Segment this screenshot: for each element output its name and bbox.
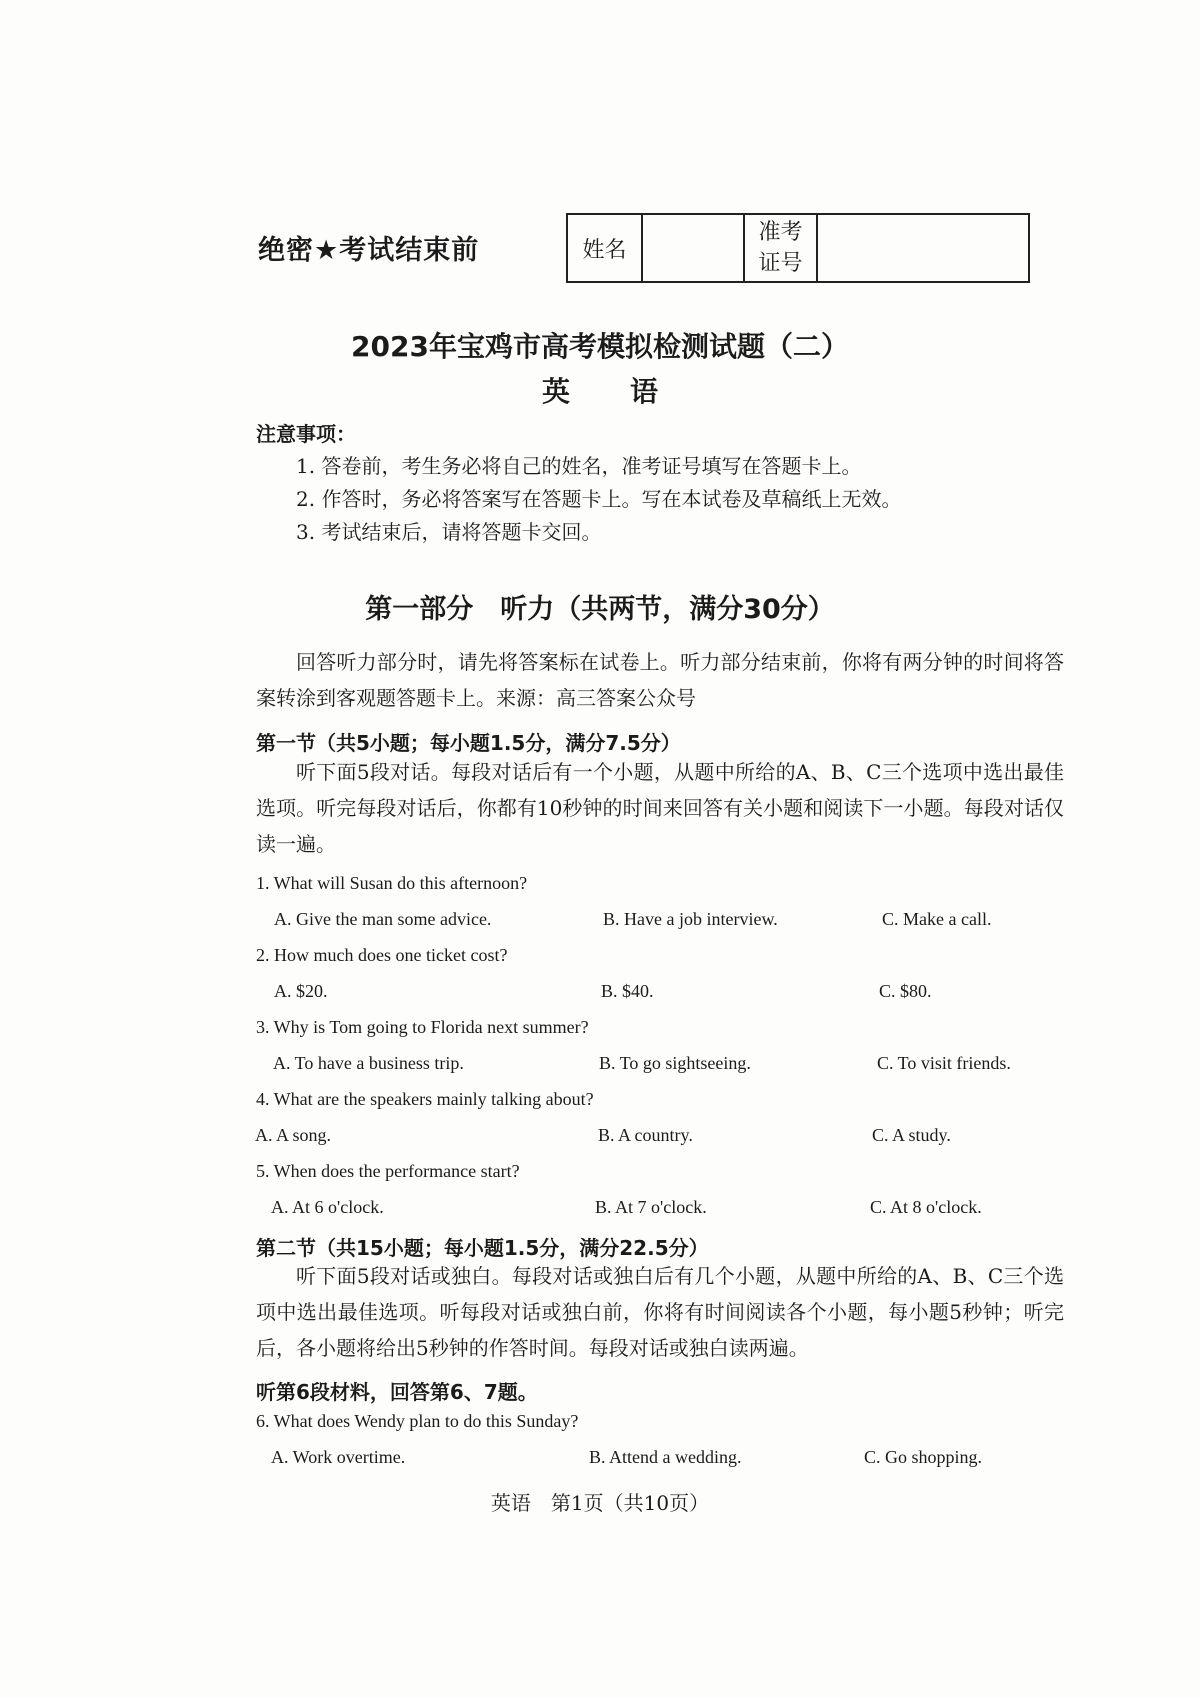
q1-option-b[interactable]: B. Have a job interview.	[603, 909, 778, 929]
q6-option-b[interactable]: B. Attend a wedding.	[589, 1447, 742, 1467]
q1-option-a[interactable]: A. Give the man some advice.	[274, 909, 492, 929]
q2-option-a[interactable]: A. $20.	[274, 981, 328, 1001]
notice-item: 1. 答卷前，考生务必将自己的姓名，准考证号填写在答题卡上。	[296, 454, 862, 478]
section1-instructions: 听下面5段对话。每段对话后有一个小题，从题中所给的A、B、C三个选项中选出最佳选项。听完每段对话后，你都有10秒钟的时间来回答有关小题和阅读下一小题。每段对话仅读一遍。	[256, 760, 1064, 856]
q6-option-c[interactable]: C. Go shopping.	[864, 1447, 983, 1467]
question-6: 6. What does Wendy plan to do this Sunday?	[256, 1411, 579, 1431]
exam-title: 2023年宝鸡市高考模拟检测试题（二）	[351, 330, 849, 363]
q2-option-b[interactable]: B. $40.	[601, 981, 654, 1001]
q6-option-a[interactable]: A. Work overtime.	[271, 1447, 406, 1467]
part1-intro: 回答听力部分时，请先将答案标在试卷上。听力部分结束前，你将有两分钟的时间将答案转涂到客观题答题卡上。来源：高三答案公众号	[256, 650, 1064, 710]
q4-option-c[interactable]: C. A study.	[872, 1125, 951, 1145]
q3-option-c[interactable]: C. To visit friends.	[877, 1053, 1011, 1073]
page-footer: 英语 第1页（共10页）	[490, 1491, 710, 1515]
candidate-info-box	[566, 213, 1030, 283]
q2-option-c[interactable]: C. $80.	[879, 981, 932, 1001]
notice-heading: 注意事项：	[256, 422, 356, 446]
section2-instructions: 听下面5段对话或独白。每段对话或独白后有几个小题，从题中所给的A、B、C三个选项中选出最佳选项。听每段对话或独白前，你将有时间阅读各个小题，每小题5秒钟；听完后，各小题将给出5秒钟的作答时间。每段对话或独白读两遍。	[256, 1264, 1064, 1360]
q5-option-b[interactable]: B. At 7 o'clock.	[595, 1197, 707, 1217]
exam-id-label	[745, 215, 818, 281]
name-field[interactable]	[643, 215, 745, 281]
q4-option-b[interactable]: B. A country.	[598, 1125, 693, 1145]
question-4: 4. What are the speakers mainly talking about?	[256, 1089, 594, 1109]
question-5: 5. When does the performance start?	[256, 1161, 520, 1181]
exam-id-label-line1: 准考	[758, 220, 803, 245]
material-6-heading: 听第6段材料，回答第6、7题。	[256, 1380, 538, 1404]
notice-item: 3. 考试结束后，请将答题卡交回。	[296, 520, 602, 544]
section2-heading: 第二节（共15小题；每小题1.5分，满分22.5分）	[256, 1236, 709, 1260]
q4-option-a[interactable]: A. A song.	[255, 1125, 332, 1145]
question-3: 3. Why is Tom going to Florida next summer?	[256, 1017, 589, 1037]
q3-option-a[interactable]: A. To have a business trip.	[273, 1053, 464, 1073]
q5-option-a[interactable]: A. At 6 o'clock.	[271, 1197, 384, 1217]
confidential-label: 绝密★考试结束前	[258, 235, 480, 266]
q3-option-b[interactable]: B. To go sightseeing.	[599, 1053, 751, 1073]
exam-id-field[interactable]	[818, 215, 1028, 281]
notice-item: 2. 作答时，务必将答案写在答题卡上。写在本试卷及草稿纸上无效。	[296, 487, 902, 511]
question-2: 2. How much does one ticket cost?	[256, 945, 508, 965]
q5-option-c[interactable]: C. At 8 o'clock.	[870, 1197, 982, 1217]
question-1: 1. What will Susan do this afternoon?	[256, 873, 528, 893]
section1-heading: 第一节（共5小题；每小题1.5分，满分7.5分）	[256, 731, 681, 755]
part1-title: 第一部分 听力（共两节，满分30分）	[365, 594, 835, 625]
name-label: 姓名	[568, 215, 643, 281]
exam-id-label-line2: 证号	[758, 251, 803, 276]
q1-option-c[interactable]: C. Make a call.	[882, 909, 992, 929]
subject-title: 英语	[541, 375, 718, 408]
